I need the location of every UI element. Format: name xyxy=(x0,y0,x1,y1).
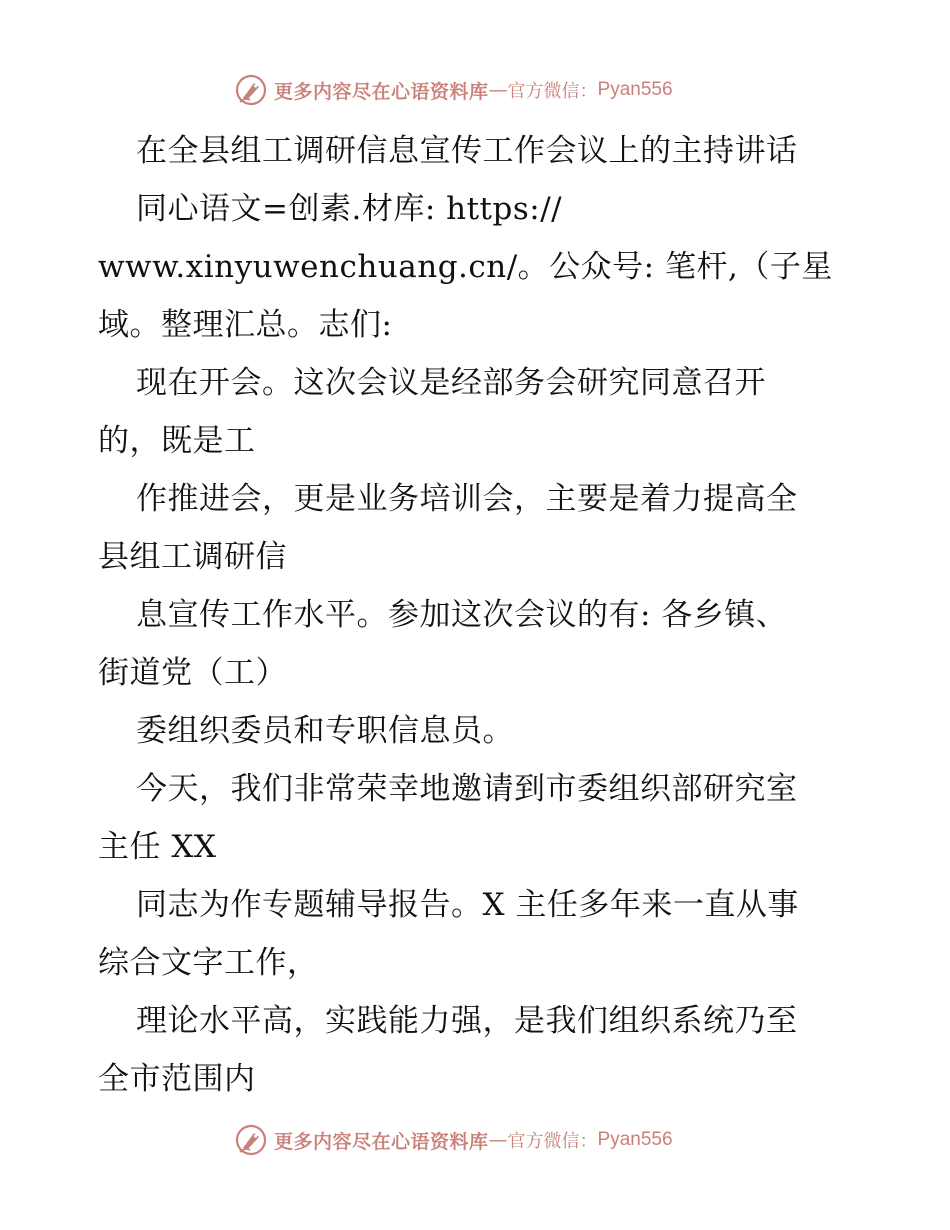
header-watermark-banner xyxy=(234,70,673,110)
text-line: 域。整理汇总。志们: xyxy=(98,307,393,343)
text-line: 全市范围内 xyxy=(98,1061,256,1097)
banner-slogan: 更多内容尽在心语资料库 xyxy=(274,80,489,103)
text-line: 同心语文=创素.材库: https:// xyxy=(136,191,563,227)
text-line: 理论水平高，实践能力强，是我们组织系统乃至 xyxy=(136,1003,798,1039)
text-line: 作推进会，更是业务培训会，主要是着力提高全 xyxy=(136,481,798,517)
text-line: 委组织委员和专职信息员。 xyxy=(136,713,514,749)
pen-nib-logo-icon xyxy=(234,1123,268,1157)
pen-nib-logo-icon xyxy=(234,73,268,107)
text-line: 主任 XX xyxy=(98,829,217,865)
text-line: 街道党（工） xyxy=(98,655,287,691)
text-line: 县组工调研信 xyxy=(98,539,287,575)
text-line: 综合文字工作， xyxy=(98,945,319,981)
document-body xyxy=(98,122,868,1108)
text-line: 息宣传工作水平。参加这次会议的有: 各乡镇、 xyxy=(136,597,788,633)
text-line: 同志为作专题辅导报告。X 主任多年来一直从事 xyxy=(136,887,799,923)
banner-slogan: 更多内容尽在心语资料库 xyxy=(274,1130,489,1153)
text-line: 现在开会。这次会议是经部务会研究同意召开 xyxy=(136,365,766,401)
text-line: 今天，我们非常荣幸地邀请到市委组织部研究室 xyxy=(136,771,798,807)
text-line: www.xinyuwenchuang.cn/。公众号: 笔杆,（子星 xyxy=(98,249,833,285)
banner-wechat-label: 官方微信： xyxy=(507,81,598,102)
footer-watermark-banner xyxy=(234,1120,673,1160)
banner-wechat-id: Pyan556 xyxy=(597,1129,673,1150)
document-title: 在全县组工调研信息宣传工作会议上的主持讲话 xyxy=(136,133,798,169)
text-line: 的，既是工 xyxy=(98,423,256,459)
banner-wechat-label: 官方微信： xyxy=(507,1131,598,1152)
banner-separator: — xyxy=(488,1129,508,1151)
banner-wechat-id: Pyan556 xyxy=(597,79,673,100)
banner-separator: — xyxy=(488,79,508,101)
